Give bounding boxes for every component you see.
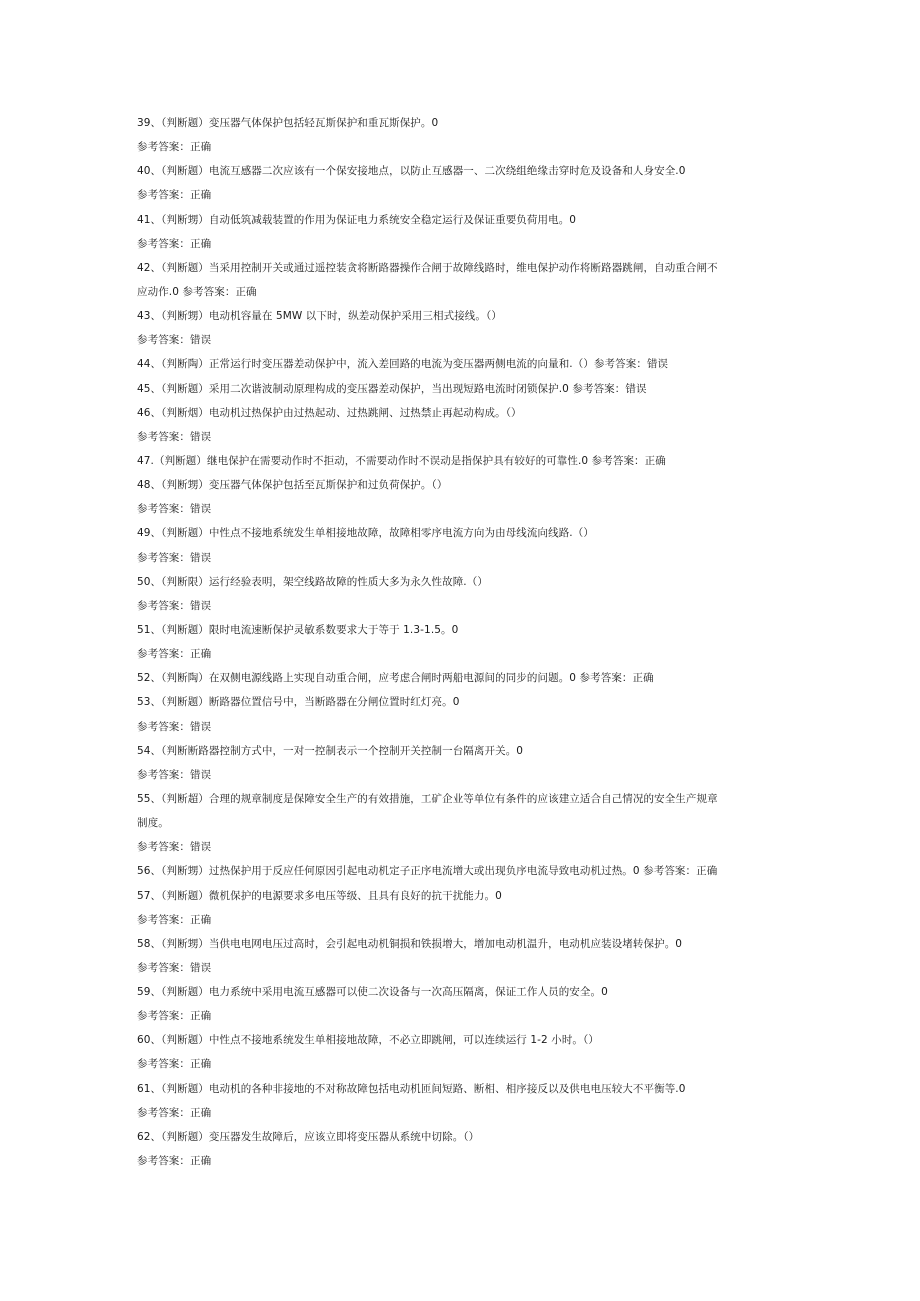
question-46: 46、（判断烟）电动机过热保护由过热起动、过热跳闸、过热禁止再起动构成。（） — [137, 406, 522, 419]
answer-61: 参考答案：正确 — [137, 1106, 212, 1119]
question-48: 48、（判断甥）变压器气体保护包括至瓦斯保护和过负荷保护。（） — [137, 479, 448, 492]
answer-41: 参考答案：正确 — [137, 237, 212, 250]
answer-57: 参考答案：正确 — [137, 913, 212, 926]
answer-53: 参考答案：错误 — [137, 720, 212, 733]
question-55-continued: 制度。 — [137, 817, 169, 830]
question-50: 50、（判断限）运行经验表明，架空线路故障的性质大多为永久性故障.（） — [137, 575, 488, 588]
answer-40: 参考答案：正确 — [137, 189, 212, 202]
question-42: 42、（判断题）当采用控制开关或通过遥控装贪将断路器操作合闸于故障线路时，维电保护动作将断路器跳闸，自动重合闸不 — [137, 261, 718, 274]
question-56: 56、（判断甥）过热保护用于反应任何原因引起电动机定子正序电流增大或出现负序电流导致电动机过热。0 参考答案：正确 — [137, 865, 718, 878]
answer-49: 参考答案：错误 — [137, 551, 212, 564]
answer-62: 参考答案：正确 — [137, 1155, 212, 1168]
answer-39: 参考答案：正确 — [137, 141, 212, 154]
question-58: 58、（判断甥）当供电电网电压过高时，会引起电动机铜损和铁损增大，增加电动机温升，电动机应装设堵转保护。0 — [137, 937, 683, 950]
answer-58: 参考答案：错误 — [137, 961, 212, 974]
answer-43: 参考答案：错误 — [137, 334, 212, 347]
answer-46: 参考答案：错误 — [137, 430, 212, 443]
question-43: 43、（判断甥）电动机容量在 5MW 以下时，纵差动保护采用三相式接线。（） — [137, 310, 502, 323]
answer-59: 参考答案：正确 — [137, 1010, 212, 1023]
answer-60: 参考答案：正确 — [137, 1058, 212, 1071]
question-51: 51、（判断题）限时电流速断保护灵敏系数要求大于等于 1.3-1.5。0 — [137, 623, 459, 636]
question-59: 59、（判断题）电力系统中采用电流互感器可以使二次设备与一次高压隔离，保证工作人员的安全。0 — [137, 986, 608, 999]
question-61: 61、（判断题）电动机的各种非接地的不对称故障包括电动机匝间短路、断相、相序接反以及供电电压较大不平衡等.0 — [137, 1082, 686, 1095]
question-55: 55、（判断超）合理的规章制度是保障安全生产的有效措施，工矿企业等单位有条件的应该建立适合自己情况的安全生产规章 — [137, 792, 718, 805]
answer-48: 参考答案：错误 — [137, 503, 212, 516]
answer-51: 参考答案：正确 — [137, 648, 212, 661]
answer-54: 参考答案：错误 — [137, 768, 212, 781]
question-49: 49、（判断题）中性点不接地系统发生单相接地故障，故障相零序电流方向为由母线流向线路.（） — [137, 527, 594, 540]
question-list — [137, 111, 777, 1173]
answer-55: 参考答案：错误 — [137, 841, 212, 854]
question-42-continued-answer: 应动作.0 参考答案：正确 — [137, 285, 257, 298]
question-47: 47.（判断题）继电保护在需要动作时不拒动，不需要动作时不误动是指保护具有较好的可靠性.0 参考答案：正确 — [137, 454, 666, 467]
question-52: 52、（判断陶）在双侧电源线路上实现自动重合闸，应考虑合闸时两船电源间的同步的问题。0 参考答案：正确 — [137, 672, 654, 685]
question-40: 40、（判断题）电流互感器二次应该有一个保安接地点，以防止互感器一、二次绕组绝缘击穿时危及设备和人身安全.0 — [137, 165, 686, 178]
question-41: 41、（判断甥）自动低筑减载装置的作用为保证电力系统安全稳定运行及保证重要负荷用电。0 — [137, 213, 577, 226]
question-44: 44、（判断陶）正常运行时变压器差动保护中，流入差回路的电流为变压器两侧电流的向量和.（）参考答案：错误 — [137, 358, 669, 371]
answer-50: 参考答案：错误 — [137, 599, 212, 612]
question-53: 53、（判断题）断路器位置信号中，当断路器在分闸位置时红灯亮。0 — [137, 696, 460, 709]
question-45: 45、（判断题）采用二次谐波制动原理构成的变压器差动保护，当出现短路电流时闭锁保护.0 参考答案：错误 — [137, 382, 647, 395]
question-39: 39、（判断题）变压器气体保护包括轻瓦斯保护和重瓦斯保护。0 — [137, 117, 439, 129]
question-62: 62、（判断题）变压器发生故障后，应该立即将变压器从系统中切除。（） — [137, 1130, 480, 1143]
question-57: 57、（判断题）微机保护的电源要求多电压等级、且具有良好的抗干扰能力。0 — [137, 889, 502, 902]
question-60: 60、（判断题）中性点不接地系统发生单相接地故障，不必立即跳闸，可以连续运行 1-2 小时。（） — [137, 1034, 599, 1047]
question-54: 54、（判断断路器控制方式中，一对一控制表示一个控制开关控制一台隔离开关。0 — [137, 744, 524, 757]
